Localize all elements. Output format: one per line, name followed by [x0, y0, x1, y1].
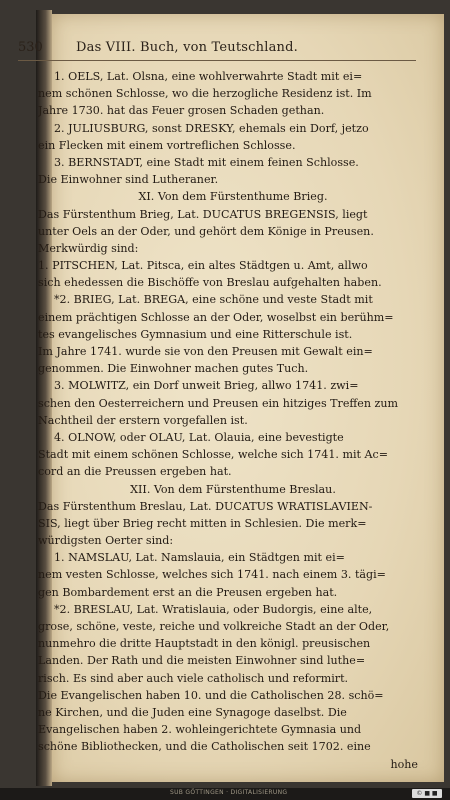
text-line: risch. Es sind aber auch viele catholisch und reformirt. [38, 671, 349, 685]
text-line: Die Evangelischen haben 10. und die Catholischen 28. schö= [38, 688, 384, 702]
text-line: 2. JULIUSBURG, sonst DRESKY, ehemals ein Dorf, jetzo [54, 121, 369, 135]
text-line: 3. BERNSTADT, eine Stadt mit einem feinen Schlosse. [54, 155, 359, 169]
viewer-footer [0, 788, 450, 800]
text-line: nunmehro die dritte Hauptstadt in den königl. preusischen [38, 637, 371, 651]
text-line: *2. BRESLAU, Lat. Wratislauia, oder Budorgis, eine alte, [54, 602, 373, 616]
text-line: schen den Oesterreichern und Preusen ein hitziges Treffen zum [38, 396, 399, 410]
text-line: Stadt mit einem schönen Schlosse, welche sich 1741. mit Ac= [38, 448, 389, 462]
text-line: sich ehedessen die Bischöffe von Breslau aufgehalten haben. [38, 276, 382, 290]
text-line: Das Fürstenthum Breslau, Lat. DUCATUS WRATISLAVIEN- [38, 499, 373, 513]
text-line: Jahre 1730. hat das Feuer grosen Schaden gethan. [38, 104, 325, 118]
text-line: Merkwürdig sind: [38, 241, 139, 255]
text-line: cord an die Preussen ergeben hat. [38, 465, 232, 479]
text-line: 1. PITSCHEN, Lat. Pitsca, ein altes Städtgen u. Amt, allwo [38, 259, 368, 273]
text-line: unter Oels an der Oder, und gehört dem Könige in Preusen. [38, 224, 374, 238]
footer-label: SUB GÖTTINGEN · DIGITALISIERUNG [170, 789, 288, 796]
text-line: Das Fürstenthum Brieg, Lat. DUCATUS BREGENSIS, liegt [38, 207, 368, 221]
text-line: 1. NAMSLAU, Lat. Namslauia, ein Städtgen mit ei= [54, 551, 345, 565]
text-line: Im Jahre 1741. wurde sie von den Preusen mit Gewalt ein= [38, 345, 373, 358]
license-badge[interactable]: © ■ ■ [412, 789, 442, 798]
text-line: nem schönen Schlosse, wo die herzogliche Residenz ist. Im [38, 87, 372, 101]
header-rule [18, 60, 416, 61]
text-line: hohe [390, 757, 418, 771]
text-line: Evangelischen haben 2. wohleingerichtete Gymnasia und [38, 723, 362, 737]
text-line: Landen. Der Rath und die meisten Einwohner sind luthe= [38, 654, 366, 668]
page-number: 530 [18, 40, 43, 55]
text-line: SIS, liegt über Brieg recht mitten in Schlesien. Die merk= [38, 516, 367, 530]
text-line: 1. OELS, Lat. Olsna, eine wohlverwahrte Stadt mit ei= [54, 70, 363, 83]
text-line: 3. MOLWITZ, ein Dorf unweit Brieg, allwo 1741. zwi= [54, 379, 359, 393]
text-line: gen Bombardement erst an die Preusen ergeben hat. [38, 585, 338, 599]
text-line: *2. BRIEG, Lat. BREGA, eine schöne und veste Stadt mit [54, 293, 373, 307]
running-title: Das VIII. Buch, von Teutschland. [76, 40, 298, 55]
text-line: XI. Von dem Fürstenthume Brieg. [138, 190, 328, 204]
page-text [38, 68, 428, 773]
text-line: einem prächtigen Schlosse an der Oder, woselbst ein berühm= [38, 310, 394, 324]
text-line: Nachtheil der erstern vorgefallen ist. [38, 413, 248, 427]
text-line: grose, schöne, veste, reiche und volkreiche Stadt an der Oder, [38, 620, 390, 633]
text-line: nem vesten Schlosse, welches sich 1741. nach einem 3. tägi= [38, 568, 386, 582]
page-header [18, 40, 418, 60]
text-line: 4. OLNOW, oder OLAU, Lat. Olauia, eine bevestigte [54, 430, 344, 444]
text-line: ne Kirchen, und die Juden eine Synagoge daselbst. Die [38, 705, 347, 719]
text-line: ein Flecken mit einem vortreflichen Schlosse. [38, 138, 296, 152]
text-line: Die Einwohner sind Lutheraner. [38, 173, 219, 187]
text-line: XII. Von dem Fürstenthume Breslau. [130, 482, 336, 496]
text-line: genommen. Die Einwohner machen gutes Tuch. [38, 362, 309, 376]
text-line: schöne Bibliothecken, und die Catholischen seit 1702. eine [38, 740, 371, 754]
text-line: tes evangelisches Gymnasium und eine Ritterschule ist. [38, 327, 353, 341]
text-line: würdigsten Oerter sind: [38, 534, 174, 548]
